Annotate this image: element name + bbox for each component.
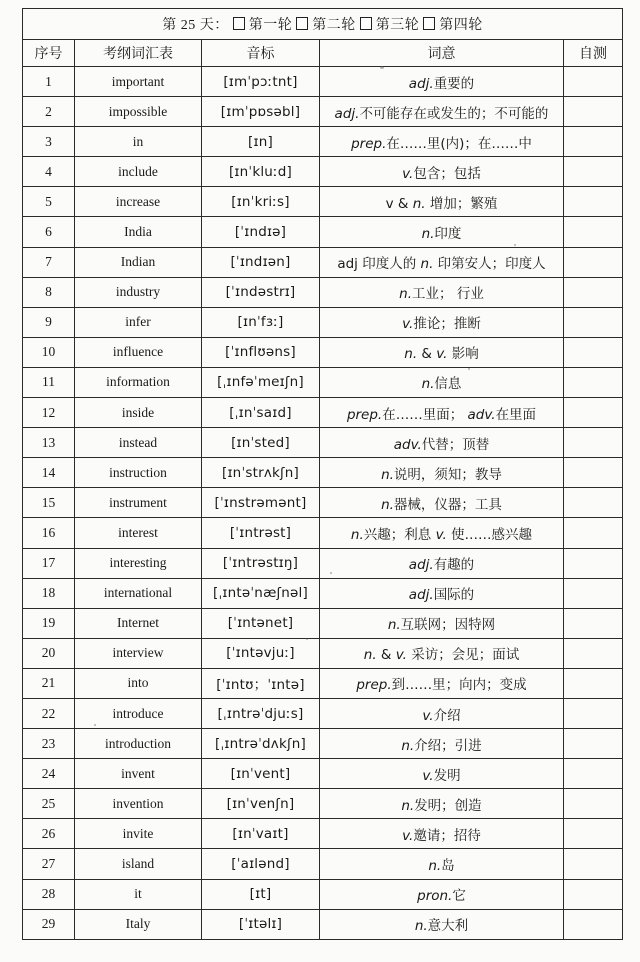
row-meaning: n.意大利 — [320, 909, 564, 939]
row-self-test[interactable] — [564, 367, 623, 397]
table-row — [23, 458, 623, 488]
row-self-test[interactable] — [564, 879, 623, 909]
row-word: instrument — [75, 488, 202, 518]
title-row — [23, 9, 623, 40]
row-phonetic: [ɪnˈvenʃn] — [202, 789, 320, 819]
row-meaning: n.印度 — [320, 217, 564, 247]
row-meaning: n.互联网；因特网 — [320, 608, 564, 638]
round-4-checkbox[interactable] — [423, 17, 435, 30]
row-phonetic: [ɪt] — [202, 879, 320, 909]
row-phonetic: [ˈɪntrəst] — [202, 518, 320, 548]
row-number: 22 — [23, 698, 75, 728]
row-number: 10 — [23, 337, 75, 367]
row-self-test[interactable] — [564, 428, 623, 458]
row-phonetic: [ˌɪntəˈnæʃnəl] — [202, 578, 320, 608]
row-self-test[interactable] — [564, 67, 623, 97]
row-number: 25 — [23, 789, 75, 819]
row-phonetic: [ˈɪndɪən] — [202, 247, 320, 277]
row-self-test[interactable] — [564, 157, 623, 187]
row-meaning: v.介绍 — [320, 698, 564, 728]
scan-speck — [306, 638, 308, 640]
header-no: 序号 — [23, 40, 75, 67]
table-row — [23, 729, 623, 759]
row-word: invent — [75, 759, 202, 789]
row-self-test[interactable] — [564, 127, 623, 157]
row-meaning: v.邀请；招待 — [320, 819, 564, 849]
table-row — [23, 759, 623, 789]
row-number: 3 — [23, 127, 75, 157]
row-meaning: n. & v. 采访；会见；面试 — [320, 638, 564, 668]
row-self-test[interactable] — [564, 458, 623, 488]
row-number: 12 — [23, 398, 75, 428]
table-row — [23, 789, 623, 819]
row-phonetic: [ˈɪntəvjuː] — [202, 638, 320, 668]
row-number: 2 — [23, 97, 75, 127]
table-row — [23, 578, 623, 608]
scan-speck — [94, 724, 96, 726]
row-self-test[interactable] — [564, 217, 623, 247]
row-phonetic: [ɪnˈsted] — [202, 428, 320, 458]
row-number: 6 — [23, 217, 75, 247]
row-phonetic: [ɪnˈvaɪt] — [202, 819, 320, 849]
header-phonetic: 音标 — [202, 40, 320, 67]
row-number: 11 — [23, 367, 75, 397]
row-phonetic: [ˈɪndəstrɪ] — [202, 277, 320, 307]
row-phonetic: [ˈɪnflʊəns] — [202, 337, 320, 367]
row-number: 5 — [23, 187, 75, 217]
row-self-test[interactable] — [564, 729, 623, 759]
row-number: 21 — [23, 668, 75, 698]
row-phonetic: [ɪmˈpɔːtnt] — [202, 67, 320, 97]
scan-speck — [330, 572, 332, 574]
day-title — [23, 9, 623, 40]
table-row — [23, 67, 623, 97]
row-word: include — [75, 157, 202, 187]
table-row — [23, 337, 623, 367]
row-word: Italy — [75, 909, 202, 939]
row-number: 13 — [23, 428, 75, 458]
table-row — [23, 909, 623, 939]
table-row — [23, 127, 623, 157]
row-meaning: v.推论；推断 — [320, 307, 564, 337]
row-meaning: adj.国际的 — [320, 578, 564, 608]
row-meaning: adj.重要的 — [320, 67, 564, 97]
round-4-label: 第四轮 — [439, 18, 483, 33]
round-2-label: 第二轮 — [312, 18, 356, 33]
row-word: infer — [75, 307, 202, 337]
row-word: increase — [75, 187, 202, 217]
row-word: industry — [75, 277, 202, 307]
row-number: 19 — [23, 608, 75, 638]
row-phonetic: [ˈɪnstrəmənt] — [202, 488, 320, 518]
round-1-label: 第一轮 — [248, 18, 293, 33]
row-number: 26 — [23, 819, 75, 849]
header-self-test: 自测 — [564, 40, 623, 67]
header-meaning: 词意 — [320, 40, 564, 67]
row-word: interview — [75, 638, 202, 668]
scan-speck — [514, 244, 516, 246]
row-self-test[interactable] — [564, 277, 623, 307]
header-word: 考纲词汇表 — [75, 40, 202, 67]
table-row — [23, 217, 623, 247]
table-row — [23, 638, 623, 668]
row-number: 18 — [23, 578, 75, 608]
row-word: invention — [75, 789, 202, 819]
row-self-test[interactable] — [564, 849, 623, 879]
row-word: island — [75, 849, 202, 879]
header-row — [23, 40, 623, 67]
table-row — [23, 157, 623, 187]
table-row — [23, 277, 623, 307]
row-meaning: prep.在……里面； adv.在里面 — [320, 398, 564, 428]
row-phonetic: [ɪnˈvent] — [202, 759, 320, 789]
row-number: 28 — [23, 879, 75, 909]
table-row — [23, 668, 623, 698]
row-phonetic: [ˈɪntənet] — [202, 608, 320, 638]
row-word: it — [75, 879, 202, 909]
row-word: instead — [75, 428, 202, 458]
round-3-checkbox[interactable] — [360, 17, 372, 30]
row-self-test[interactable] — [564, 337, 623, 367]
row-meaning: v.包含；包括 — [320, 157, 564, 187]
row-meaning: n.器械，仪器；工具 — [320, 488, 564, 518]
row-meaning: n.信息 — [320, 367, 564, 397]
row-meaning: pron.它 — [320, 879, 564, 909]
row-number: 4 — [23, 157, 75, 187]
table-row — [23, 698, 623, 728]
row-word: introduce — [75, 698, 202, 728]
row-word: information — [75, 367, 202, 397]
row-phonetic: [ˈɪndɪə] — [202, 217, 320, 247]
row-word: introduction — [75, 729, 202, 759]
row-number: 27 — [23, 849, 75, 879]
table-row — [23, 608, 623, 638]
row-self-test[interactable] — [564, 307, 623, 337]
row-number: 9 — [23, 307, 75, 337]
row-phonetic: [ˌɪnˈsaɪd] — [202, 398, 320, 428]
row-word: in — [75, 127, 202, 157]
table-row — [23, 879, 623, 909]
table-row — [23, 518, 623, 548]
row-meaning: prep.到……里；向内；变成 — [320, 668, 564, 698]
table-row — [23, 97, 623, 127]
row-self-test[interactable] — [564, 819, 623, 849]
row-meaning: n. & v. 影响 — [320, 337, 564, 367]
row-number: 16 — [23, 518, 75, 548]
row-phonetic: [ɪmˈpɒsəbl] — [202, 97, 320, 127]
row-word: India — [75, 217, 202, 247]
table-row — [23, 548, 623, 578]
row-number: 15 — [23, 488, 75, 518]
row-phonetic: [ɪn] — [202, 127, 320, 157]
row-number: 24 — [23, 759, 75, 789]
row-meaning: n.发明；创造 — [320, 789, 564, 819]
table-row — [23, 849, 623, 879]
row-meaning: adj 印度人的 n. 印第安人；印度人 — [320, 247, 564, 277]
row-self-test[interactable] — [564, 398, 623, 428]
row-self-test[interactable] — [564, 97, 623, 127]
row-self-test[interactable] — [564, 668, 623, 698]
row-phonetic: [ˈɪntrəstɪŋ] — [202, 548, 320, 578]
row-number: 8 — [23, 277, 75, 307]
round-2-checkbox[interactable] — [296, 17, 308, 30]
row-self-test[interactable] — [564, 909, 623, 939]
row-meaning: adj.不可能存在或发生的；不可能的 — [320, 97, 564, 127]
row-word: into — [75, 668, 202, 698]
row-number: 29 — [23, 909, 75, 939]
table-row — [23, 488, 623, 518]
row-number: 23 — [23, 729, 75, 759]
table-row — [23, 428, 623, 458]
row-word: important — [75, 67, 202, 97]
row-phonetic: [ˈaɪlənd] — [202, 849, 320, 879]
row-word: interest — [75, 518, 202, 548]
table-row — [23, 307, 623, 337]
row-self-test[interactable] — [564, 638, 623, 668]
row-self-test[interactable] — [564, 548, 623, 578]
row-self-test[interactable] — [564, 578, 623, 608]
row-meaning: n.说明，须知；教导 — [320, 458, 564, 488]
row-number: 7 — [23, 247, 75, 277]
row-phonetic: [ˈɪtəlɪ] — [202, 909, 320, 939]
row-number: 20 — [23, 638, 75, 668]
row-meaning: n.兴趣；利息 v. 使……感兴趣 — [320, 518, 564, 548]
round-1-checkbox[interactable] — [233, 17, 245, 30]
row-phonetic: [ˌɪntrəˈdjuːs] — [202, 698, 320, 728]
scan-speck — [468, 368, 470, 370]
row-word: inside — [75, 398, 202, 428]
row-phonetic: [ɪnˈkluːd] — [202, 157, 320, 187]
row-number: 17 — [23, 548, 75, 578]
row-meaning: adj.有趣的 — [320, 548, 564, 578]
table-row — [23, 398, 623, 428]
row-phonetic: [ˌɪntrəˈdʌkʃn] — [202, 729, 320, 759]
row-word: instruction — [75, 458, 202, 488]
row-self-test[interactable] — [564, 187, 623, 217]
row-self-test[interactable] — [564, 608, 623, 638]
row-self-test[interactable] — [564, 247, 623, 277]
row-meaning: n.介绍；引进 — [320, 729, 564, 759]
row-word: international — [75, 578, 202, 608]
row-phonetic: [ɪnˈkriːs] — [202, 187, 320, 217]
row-phonetic: [ɪnˈstrʌkʃn] — [202, 458, 320, 488]
scan-speck — [380, 66, 384, 69]
row-meaning: adv.代替；顶替 — [320, 428, 564, 458]
row-meaning: n.岛 — [320, 849, 564, 879]
row-self-test[interactable] — [564, 759, 623, 789]
table-row — [23, 187, 623, 217]
row-meaning: v.发明 — [320, 759, 564, 789]
row-meaning: prep.在……里(内)；在……中 — [320, 127, 564, 157]
row-number: 1 — [23, 67, 75, 97]
day-label: 第 25 天： — [162, 18, 229, 33]
row-word: interesting — [75, 548, 202, 578]
row-word: impossible — [75, 97, 202, 127]
row-phonetic: [ˈɪntʊ；ˈɪntə] — [202, 668, 320, 698]
row-word: Indian — [75, 247, 202, 277]
table-row — [23, 247, 623, 277]
row-meaning: v & n. 增加；繁殖 — [320, 187, 564, 217]
row-self-test[interactable] — [564, 698, 623, 728]
round-3-label: 第三轮 — [375, 18, 420, 33]
row-self-test[interactable] — [564, 518, 623, 548]
row-word: Internet — [75, 608, 202, 638]
table-row — [23, 367, 623, 397]
row-word: invite — [75, 819, 202, 849]
row-word: influence — [75, 337, 202, 367]
row-self-test[interactable] — [564, 789, 623, 819]
row-self-test[interactable] — [564, 488, 623, 518]
row-phonetic: [ˌɪnfəˈmeɪʃn] — [202, 367, 320, 397]
row-meaning: n.工业； 行业 — [320, 277, 564, 307]
row-number: 14 — [23, 458, 75, 488]
table-row — [23, 819, 623, 849]
row-phonetic: [ɪnˈfɜː] — [202, 307, 320, 337]
vocabulary-table — [22, 8, 623, 940]
